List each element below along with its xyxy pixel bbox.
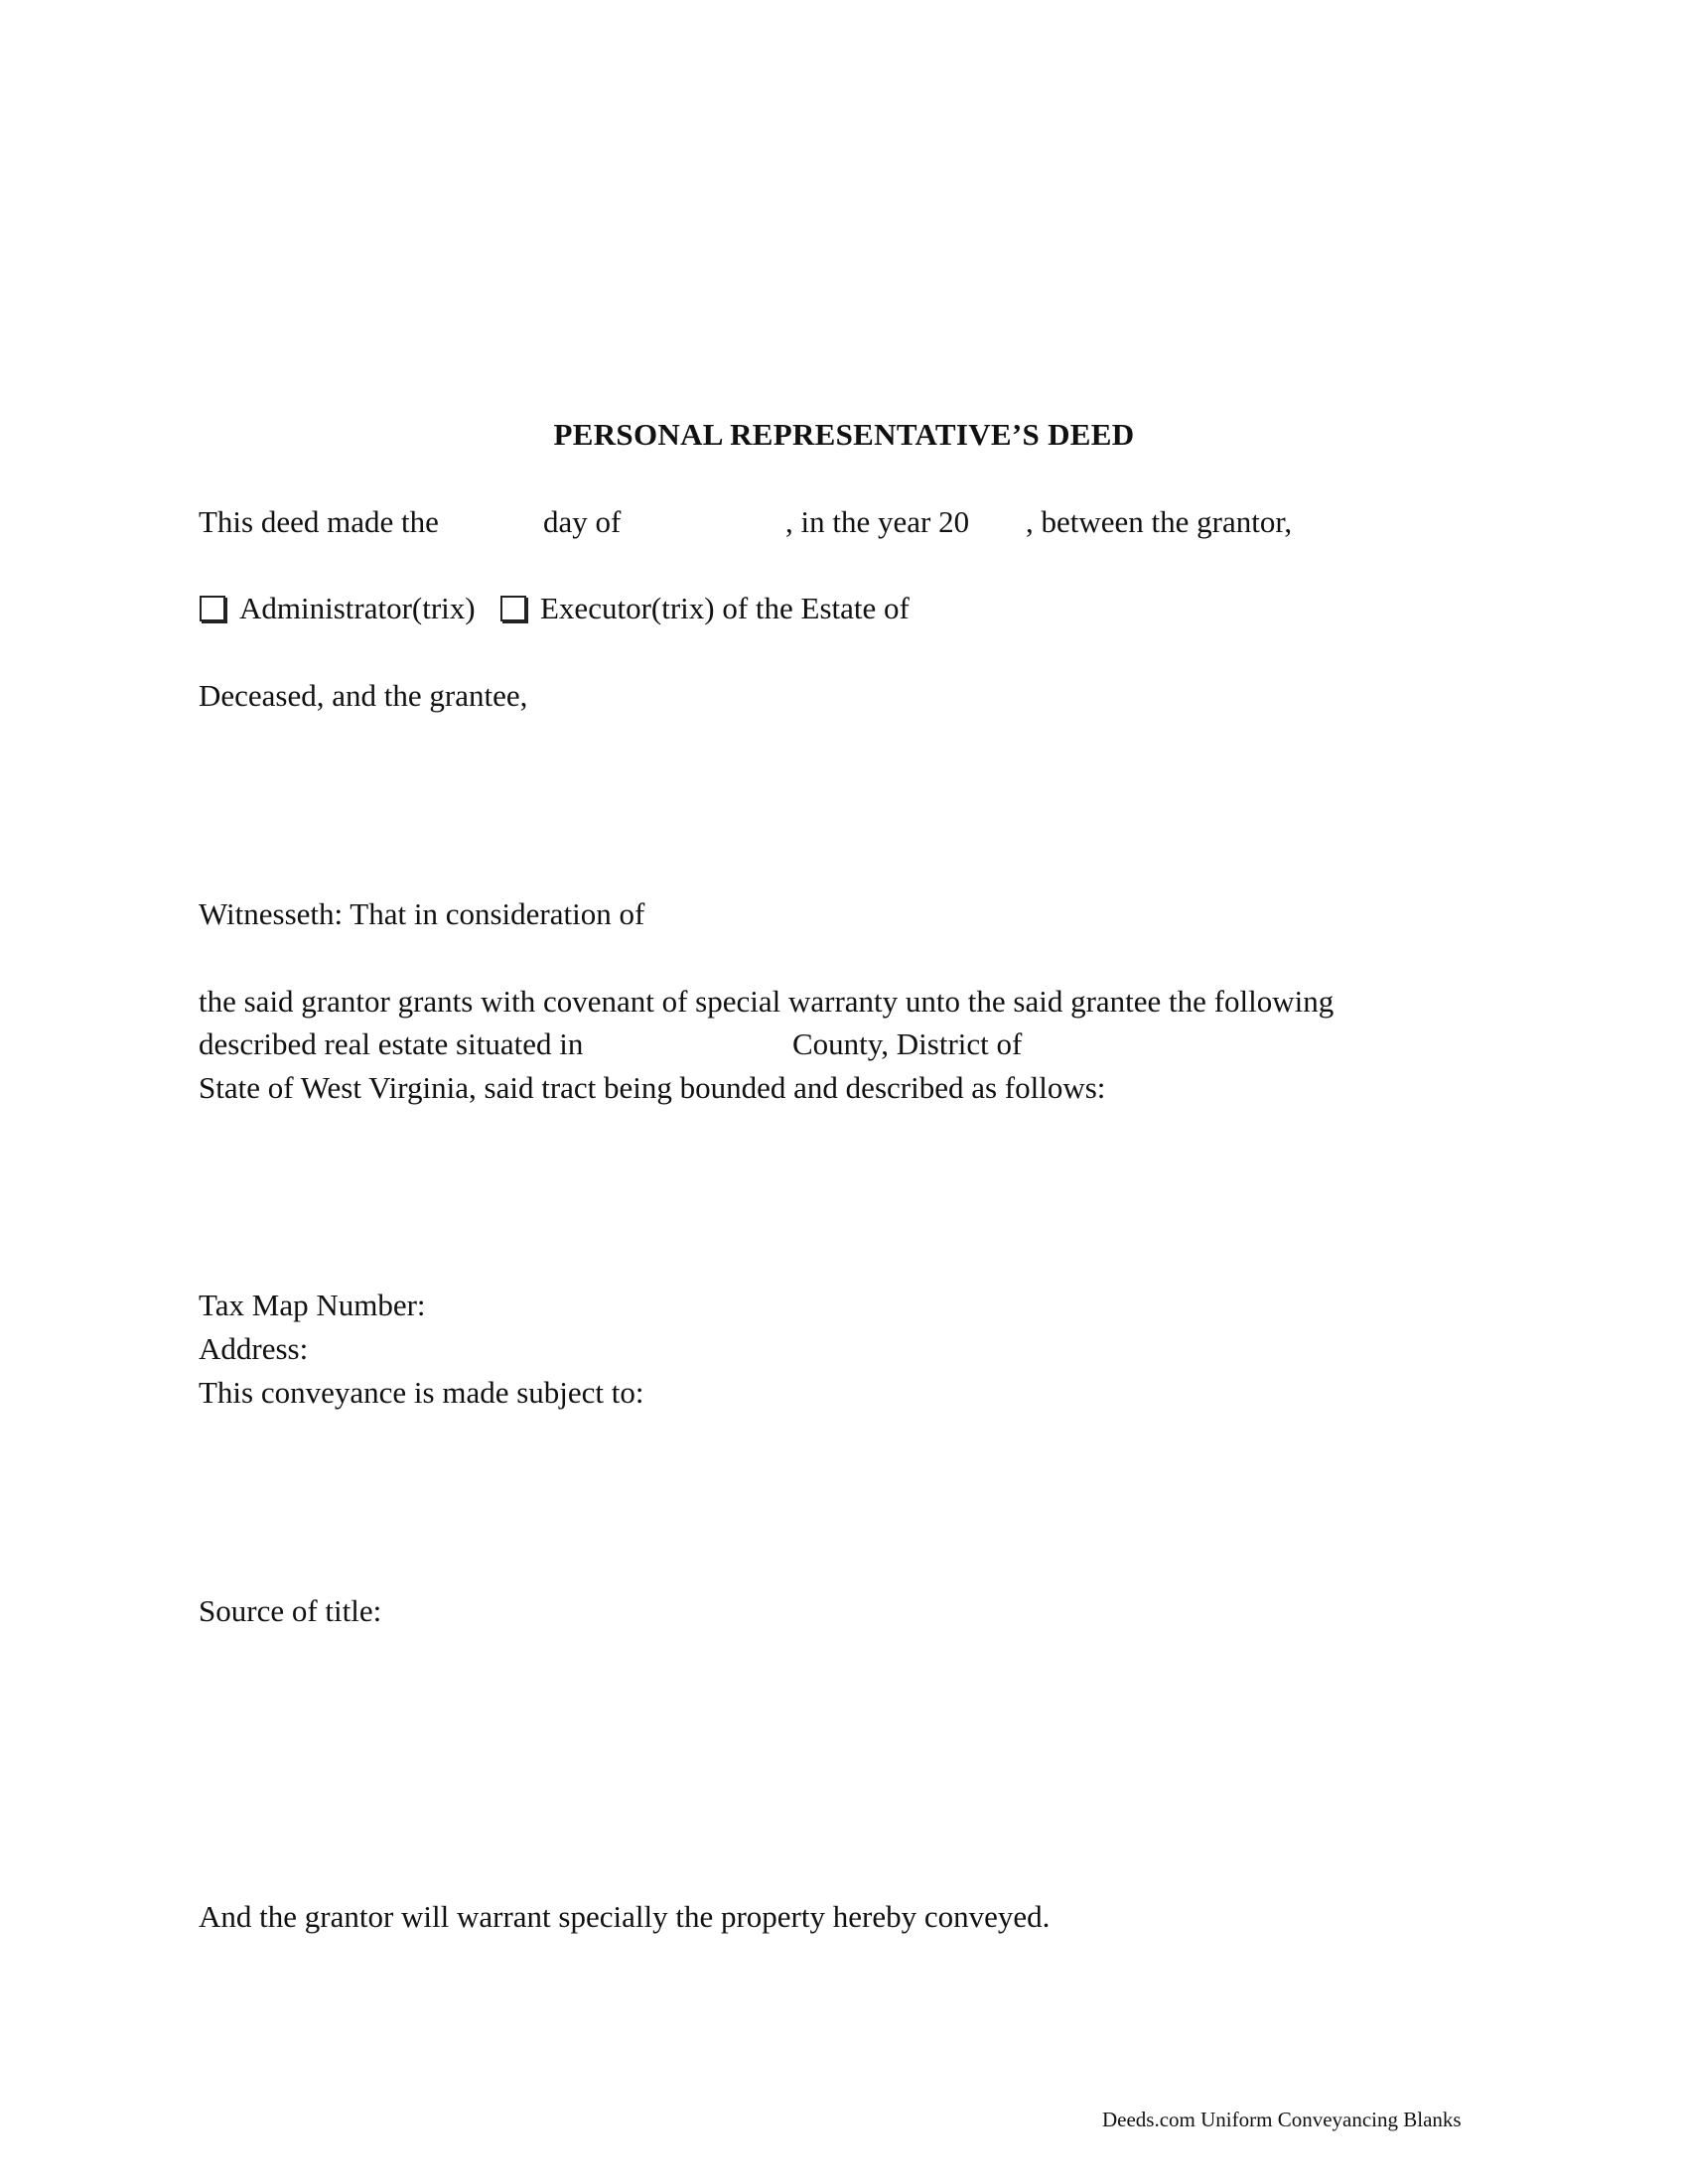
warranty-line: And the grantor will warrant specially the property hereby conveyed. — [199, 1899, 1051, 1934]
situated-in-text: described real estate situated in — [199, 1026, 584, 1061]
tax-map-number-label: Tax Map Number: — [199, 1288, 426, 1322]
grant-line: the said grantor grants with covenant of special warranty unto the said grantee the following — [199, 984, 1335, 1019]
subject-to-label: This conveyance is made subject to: — [199, 1375, 644, 1410]
year-text: , in the year 20 — [785, 504, 970, 539]
day-of-text: day of — [543, 504, 622, 539]
county-district-text: County, District of — [792, 1026, 1023, 1061]
document-title: PERSONAL REPRESENTATIVE’S DEED — [553, 417, 1135, 452]
executor-checkbox[interactable] — [500, 596, 526, 621]
deed-made-text: This deed made the — [199, 504, 439, 539]
consideration-line: Witnesseth: That in consideration of — [199, 896, 645, 931]
state-line: State of West Virginia, said tract being bounded and described as follows: — [199, 1070, 1106, 1105]
deceased-grantee-line: Deceased, and the grantee, — [199, 678, 528, 713]
footer-text: Deeds.com Uniform Conveyancing Blanks — [1102, 2108, 1462, 2131]
executor-label: Executor(trix) of the Estate of — [540, 591, 910, 625]
source-of-title-label: Source of title: — [199, 1593, 382, 1628]
address-label: Address: — [199, 1331, 309, 1366]
between-grantor-text: , between the grantor, — [1026, 504, 1293, 539]
administrator-label: Administrator(trix) — [239, 591, 476, 625]
administrator-checkbox[interactable] — [200, 596, 225, 621]
